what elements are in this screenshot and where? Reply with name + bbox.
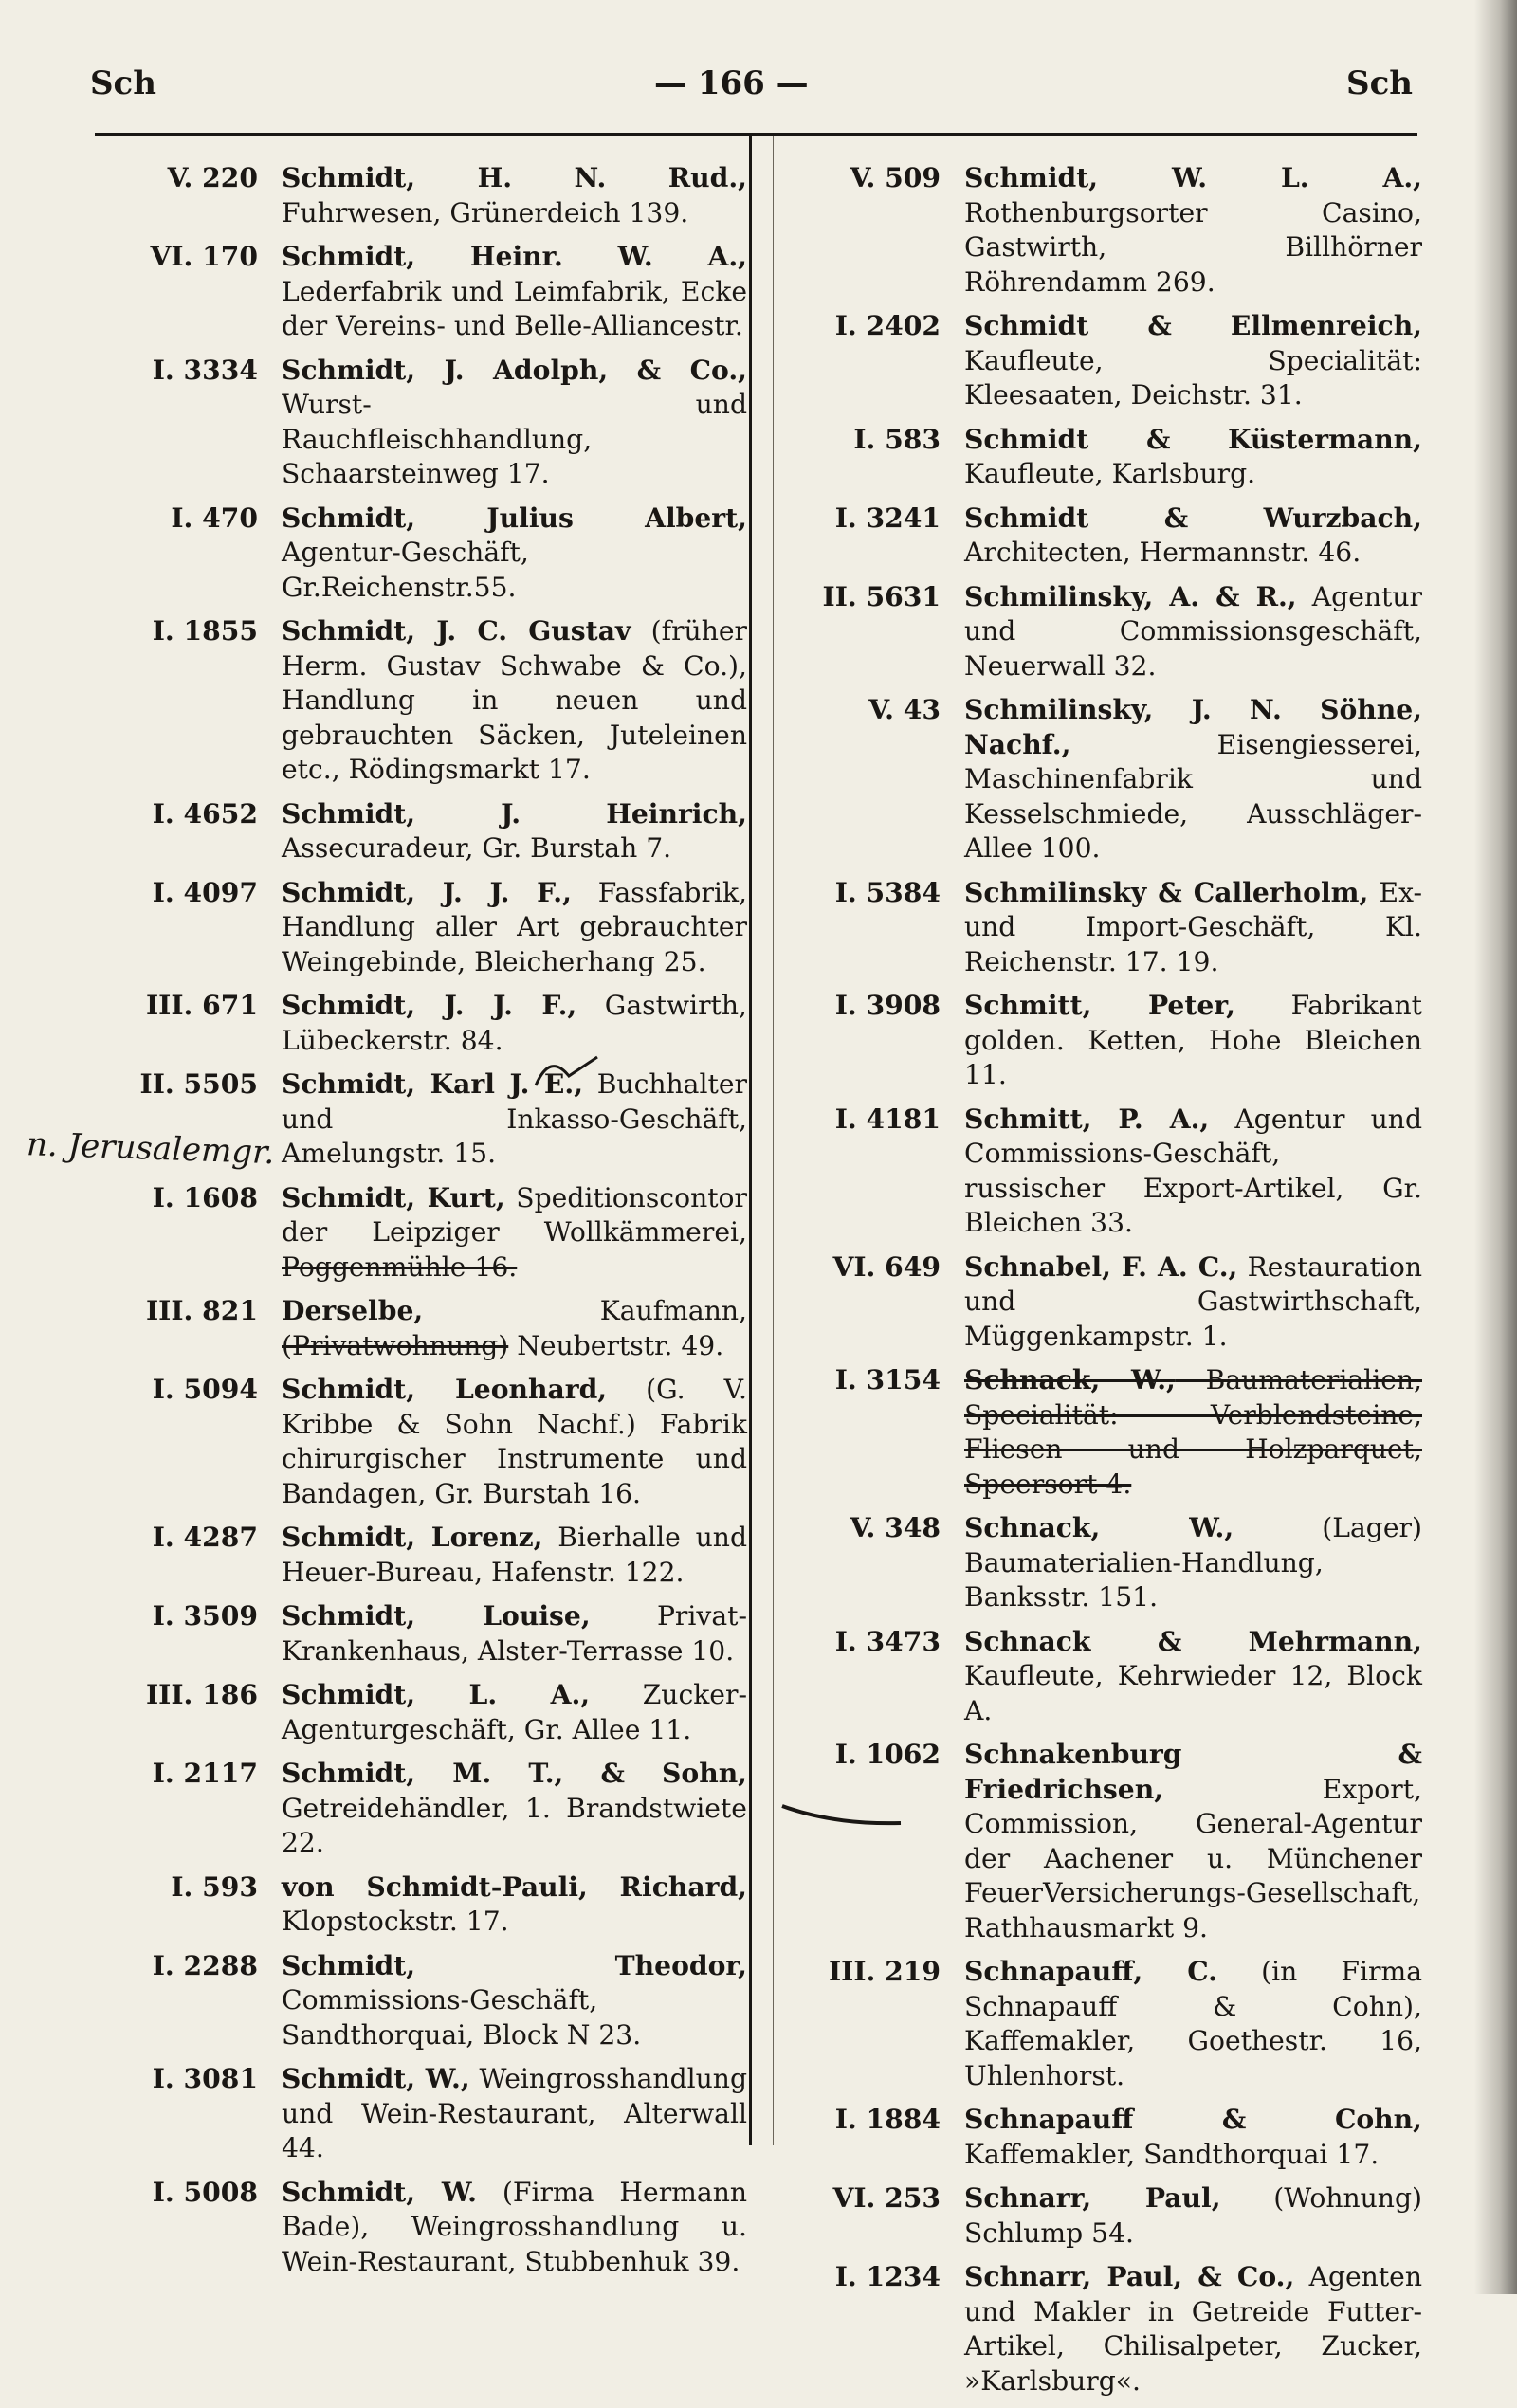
entry-number: I. 1234 <box>834 2261 941 2292</box>
entry-number: VI. 649 <box>832 1250 941 1283</box>
entry-details: Commissions-Geschäft, Sandthorquai, Block N 23. <box>282 1984 642 2051</box>
entry-number: I. 3154 <box>834 1364 941 1396</box>
directory-entry <box>789 161 1422 300</box>
entry-text <box>282 161 747 230</box>
entry-number: I. 2402 <box>834 310 941 341</box>
entry-name: Schnarr, Paul, <box>964 2182 1221 2214</box>
directory-entry <box>789 580 1422 684</box>
entry-text <box>964 1738 1422 1945</box>
entry-text <box>964 1363 1422 1502</box>
entry-details: Assecuradeur, Gr. Burstah 7. <box>282 832 672 864</box>
entry-name: Schmitt, Peter, <box>964 990 1235 1021</box>
entry-name: Schmidt, L. A., <box>282 1679 591 1710</box>
entry-name: Schnack & Mehrmann, <box>964 1625 1422 1657</box>
directory-entry <box>789 2260 1422 2399</box>
entry-number: I. 1062 <box>834 1739 941 1770</box>
directory-entry <box>106 240 747 344</box>
directory-entry <box>789 693 1422 867</box>
entry-text <box>282 2062 747 2166</box>
entry-details: Zucker-Agenturgeschäft, Gr. Allee 11. <box>282 1679 747 1745</box>
entry-text <box>964 989 1422 1093</box>
entry-name: Schmidt, Leonhard, <box>282 1374 608 1405</box>
entry-details: Kaufleute, Kehrwieder 12, Block A. <box>964 1660 1422 1726</box>
entry-text <box>964 1955 1422 2093</box>
entry-text <box>964 693 1422 867</box>
entry-details: Buchhalter und Inkasso-Geschäft, Amelungstr. 15. <box>282 1068 747 1169</box>
entry-number: V. 348 <box>850 1512 941 1543</box>
entry-text <box>282 502 747 606</box>
entry-details: Fuhrwesen, Grünerdeich 139. <box>282 196 689 228</box>
directory-entry <box>789 502 1422 571</box>
entry-text <box>282 876 747 980</box>
directory-entry <box>789 2103 1422 2172</box>
entry-number: I. 3473 <box>834 1625 941 1657</box>
entry-details: Fassfabrik, Handlung aller Art gebrauchter Weingebinde, Bleicherhang 25. <box>282 876 747 977</box>
entry-details: Fabrikant golden. Ketten, Hohe Bleichen 11. <box>964 990 1422 1090</box>
entry-number: I. 3509 <box>152 1600 258 1632</box>
entry-text <box>282 354 747 492</box>
entry-name: Schmitt, P. A., <box>964 1103 1210 1135</box>
entry-name: Schmidt, J. Adolph, & Co., <box>282 354 747 386</box>
entry-number: I. 4097 <box>152 876 258 908</box>
entry-name: Schmidt, Lorenz, <box>282 1522 543 1553</box>
entry-text <box>964 2181 1422 2251</box>
entry-details: Agentur-Geschäft, Gr.Reichenstr.55. <box>282 537 529 603</box>
right-column <box>789 161 1422 2408</box>
entry-text <box>282 1599 747 1669</box>
struck-address: (Privatwohnung) <box>282 1329 509 1361</box>
directory-entry <box>106 1181 747 1286</box>
entry-text <box>964 309 1422 413</box>
entry-number: I. 4652 <box>152 797 258 830</box>
entry-name: Schmidt, Theodor, <box>282 1949 747 1981</box>
entry-name: Schmidt, M. T., & Sohn, <box>282 1758 747 1789</box>
entry-name: Derselbe, <box>282 1295 424 1326</box>
directory-entry <box>106 1599 747 1669</box>
entry-text <box>964 423 1422 492</box>
directory-entry <box>106 876 747 980</box>
directory-entry <box>789 1955 1422 2093</box>
directory-entry <box>106 1294 747 1363</box>
directory-entry <box>789 876 1422 980</box>
entry-details: Restauration und Gastwirthschaft, Müggenkampstr. 1. <box>964 1250 1422 1352</box>
entry-text <box>282 1521 747 1590</box>
entry-text <box>964 1250 1422 1355</box>
entry-number: I. 5094 <box>152 1374 258 1405</box>
directory-entry <box>106 1373 747 1511</box>
entry-number: I. 5384 <box>834 876 941 908</box>
directory-entry <box>789 2181 1422 2251</box>
directory-entry <box>106 1521 747 1590</box>
header-right-keyword: Sch <box>1346 64 1413 102</box>
entry-name: Schnarr, Paul, & Co., <box>964 2261 1295 2292</box>
entry-details: (früher Herm. Gustav Schwabe & Co.), Handlung in neuen und gebrauchten Säcken, Juteleinen etc., Rödingsmarkt 17. <box>282 615 748 785</box>
page-header <box>90 64 1413 121</box>
entry-name: Schnakenburg & Friedrichsen, <box>964 1739 1422 1805</box>
directory-entry <box>789 423 1422 492</box>
entry-name: Schmidt & Küstermann, <box>964 423 1422 455</box>
header-left-keyword: Sch <box>90 64 156 102</box>
directory-entry <box>789 1738 1422 1945</box>
entry-text <box>282 1373 747 1511</box>
entry-details: Rothenburgsorter Casino, Gastwirth, Billhörner Röhrendamm 269. <box>964 196 1422 298</box>
directory-entry <box>789 1250 1422 1355</box>
entry-text <box>964 1511 1422 1615</box>
entry-number: I. 1884 <box>834 2104 941 2135</box>
entry-details: Kaufmann, <box>423 1295 747 1326</box>
entry-number: I. 583 <box>853 423 941 455</box>
directory-entry <box>106 797 747 867</box>
entry-details: Agenten und Makler in Getreide Futter-Artikel, Chilisalpeter, Zucker, »Karlsburg«. <box>964 2261 1422 2397</box>
entry-text <box>964 1103 1422 1241</box>
entry-details: Bierhalle und Heuer-Bureau, Hafenstr. 122. <box>282 1522 748 1588</box>
entry-details: (Lager) Baumaterialien-Handlung, Banksstr. 151. <box>964 1512 1422 1613</box>
entry-text <box>964 876 1422 980</box>
entry-text <box>282 240 747 344</box>
directory-entry <box>106 614 747 788</box>
entry-details: Kaffemakler, Sandthorquai 17. <box>964 2138 1380 2170</box>
entry-name: Schmidt, J. C. Gustav <box>282 615 631 647</box>
entry-details: (Wohnung) Schlump 54. <box>964 2182 1422 2249</box>
column-divider-thin <box>773 136 774 2145</box>
pen-correction-mark <box>531 1048 607 1104</box>
entry-text <box>282 1067 747 1172</box>
entry-number: I. 5008 <box>152 2176 258 2208</box>
entry-number: I. 593 <box>171 1870 258 1903</box>
entry-details: Baumaterialien, Specialität: Verblendsteine, Fliesen und Holzparquet, Speersort 4. <box>964 1364 1422 1500</box>
directory-entry <box>106 1949 747 2053</box>
entry-text <box>282 2176 747 2280</box>
entry-text <box>282 1678 747 1747</box>
directory-entry <box>106 1870 747 1940</box>
directory-entry <box>789 1103 1422 1241</box>
entry-name: Schmidt, Kurt, <box>282 1181 505 1213</box>
entry-name: Schmidt, Julius Albert, <box>282 502 747 534</box>
entry-text <box>282 614 747 788</box>
directory-entry <box>106 1678 747 1747</box>
entry-number: I. 3081 <box>152 2063 258 2094</box>
entry-name: Schmilinsky & Callerholm, <box>964 876 1369 908</box>
entry-name: Schmidt, J. J. F., <box>282 876 572 908</box>
directory-entry <box>789 1625 1422 1729</box>
directory-entry <box>106 2062 747 2166</box>
entry-details: (Firma Hermann Bade), Weingrosshandlung u. Wein-Restaurant, Stubbenhuk 39. <box>282 2176 748 2277</box>
entry-number: I. 2117 <box>152 1758 258 1789</box>
entry-name: Schmidt, Louise, <box>282 1600 591 1632</box>
entry-text <box>282 1181 747 1286</box>
entry-text <box>282 1757 747 1861</box>
entry-number: II. 5631 <box>822 580 941 612</box>
entry-details: Weingrosshandlung und Wein-Restaurant, Alterwall 44. <box>282 2063 747 2163</box>
entry-number: III. 821 <box>145 1295 258 1326</box>
directory-entry <box>106 502 747 606</box>
entry-number: I. 3908 <box>834 990 941 1021</box>
entry-name: Schmidt, J. J. F., <box>282 990 577 1021</box>
entry-name: Schmidt, Heinr. W. A., <box>282 241 747 272</box>
directory-entry <box>106 354 747 492</box>
entry-number: V. 509 <box>850 162 941 193</box>
entry-number: I. 1608 <box>152 1181 258 1213</box>
entry-number: V. 43 <box>868 694 941 725</box>
entry-number: VI. 170 <box>150 241 258 272</box>
directory-entry <box>789 1511 1422 1615</box>
directory-entry <box>106 1757 747 1861</box>
entry-details: (in Firma Schnapauff & Cohn), Kaffemakler, Goethestr. 16, Uhlenhorst. <box>964 1956 1422 2091</box>
directory-entry <box>789 1363 1422 1502</box>
entry-details: Ex- und Import-Geschäft, Kl. Reichenstr. 17. 19. <box>964 876 1422 977</box>
entry-number: I. 470 <box>171 502 258 534</box>
entry-name: Schmidt, W. <box>282 2176 477 2208</box>
entry-details: Kaufleute, Karlsburg. <box>964 458 1256 489</box>
directory-entry <box>106 989 747 1058</box>
entry-details: Export, Commission, General-Agentur der Aachener u. Münchener FeuerVersicherungs-Gesellschaft, Rathhausmarkt 9. <box>964 1773 1422 1943</box>
entry-details: Klopstockstr. 17. <box>282 1906 509 1937</box>
entry-details-continued: Neubertstr. 49. <box>508 1329 724 1361</box>
entry-details: (G. V. Kribbe & Sohn Nachf.) Fabrik chirurgischer Instrumente und Bandagen, Gr. Burstah 16. <box>282 1374 747 1509</box>
entry-text <box>964 161 1422 300</box>
left-column <box>106 161 747 2289</box>
entry-name: Schmidt, W. L. A., <box>964 162 1422 193</box>
entry-name: Schnapauff, C. <box>964 1956 1217 1987</box>
entry-details: Privat-Krankenhaus, Alster-Terrasse 10. <box>282 1600 747 1667</box>
handwritten-note: n. Jerusalemgr. <box>26 1125 276 1173</box>
entry-name: Schnack, W., <box>964 1364 1176 1396</box>
entry-text <box>282 797 747 867</box>
struck-address: Poggenmühle 16. <box>282 1250 518 1283</box>
entry-name: Schnabel, F. A. C., <box>964 1250 1238 1283</box>
entry-name: Schnapauff & Cohn, <box>964 2104 1422 2135</box>
entry-number: I. 1855 <box>152 615 258 647</box>
entry-text <box>964 502 1422 571</box>
entry-name: Schmidt, J. Heinrich, <box>282 797 747 830</box>
pen-underline-mark <box>777 1797 910 1834</box>
entry-number: VI. 253 <box>832 2182 941 2214</box>
entry-name: Schmilinsky, J. N. Söhne, Nachf., <box>964 694 1422 760</box>
entry-details: Speditionscontor der Leipziger Wollkämmerei, <box>282 1181 747 1248</box>
entry-name: Schmidt & Wurzbach, <box>964 502 1422 534</box>
entry-number: II. 5505 <box>139 1068 258 1100</box>
entry-number: I. 2288 <box>152 1949 258 1981</box>
entry-text <box>282 1949 747 2053</box>
handwritten-annotation <box>26 1125 292 1187</box>
entry-text <box>964 1625 1422 1729</box>
directory-entry <box>106 161 747 230</box>
directory-entry <box>789 989 1422 1093</box>
entry-name: Schmidt, H. N. Rud., <box>282 162 747 193</box>
directory-entry <box>106 2176 747 2280</box>
entry-name: von Schmidt-Pauli, Richard, <box>282 1870 747 1903</box>
entry-name: Schmilinsky, A. & R., <box>964 580 1297 612</box>
entry-details: Architecten, Hermannstr. 46. <box>964 537 1362 568</box>
page-number: — 166 — <box>654 64 809 102</box>
entry-number: III. 219 <box>828 1956 941 1987</box>
entry-text <box>964 580 1422 684</box>
column-divider <box>749 136 752 2145</box>
entry-text <box>282 1294 747 1363</box>
entry-details: Agentur und Commissionsgeschäft, Neuerwall 32. <box>964 580 1422 682</box>
entry-number: I. 4287 <box>152 1522 258 1553</box>
entry-details: Lederfabrik und Leimfabrik, Ecke der Vereins- und Belle-Alliancestr. <box>282 275 747 341</box>
entry-text <box>282 1870 747 1940</box>
entry-number: III. 671 <box>145 990 258 1021</box>
header-rule <box>95 133 1417 136</box>
entry-details: Agentur und Commissions-Geschäft, russischer Export-Artikel, Gr. Bleichen 33. <box>964 1103 1422 1238</box>
entry-name: Schmidt, W., <box>282 2063 470 2094</box>
entry-name: Schmidt, Karl J. E., <box>282 1068 584 1100</box>
entry-name: Schmidt & Ellmenreich, <box>964 310 1422 341</box>
entry-number: III. 186 <box>145 1679 258 1710</box>
entry-number: V. 220 <box>167 162 258 193</box>
entry-details: Eisengiesserei, Maschinenfabrik und Kesselschmiede, Ausschläger-Allee 100. <box>964 728 1422 864</box>
entry-number: I. 3241 <box>834 502 941 534</box>
entry-text <box>964 2103 1422 2172</box>
page-edge-shadow <box>1474 0 1517 2294</box>
directory-entry <box>789 309 1422 413</box>
entry-number: I. 4181 <box>834 1103 941 1135</box>
entry-details: Kaufleute, Specialität: Kleesaaten, Deichstr. 31. <box>964 344 1422 410</box>
entry-details: Getreidehändler, 1. Brandstwiete 22. <box>282 1792 747 1858</box>
entry-details: Gastwirth, Lübeckerstr. 84. <box>282 990 747 1056</box>
entry-name: Schnack, W., <box>964 1512 1234 1543</box>
entry-details: Wurst- und Rauchfleischhandlung, Schaarsteinweg 17. <box>282 389 747 489</box>
entry-text <box>964 2260 1422 2399</box>
entry-text <box>282 989 747 1058</box>
entry-number: I. 3334 <box>152 354 258 386</box>
